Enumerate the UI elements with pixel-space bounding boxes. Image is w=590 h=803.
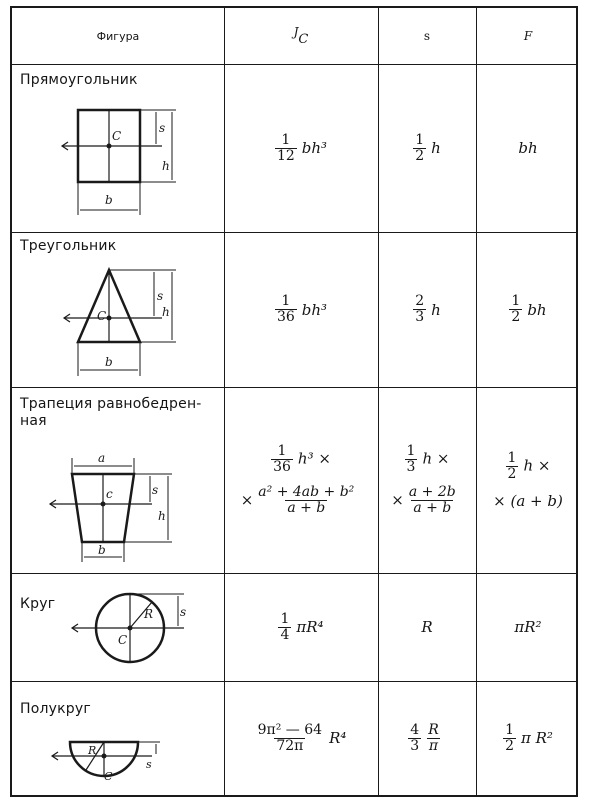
shape-title: Круг — [20, 596, 56, 612]
f-formula: $\frac{1}{2}$ h × × (a + b) — [493, 449, 563, 510]
header-figure: Фигура — [96, 29, 140, 43]
formula-table — [10, 6, 578, 797]
centroid-label: C — [112, 129, 122, 143]
shape-title: Треугольник — [20, 238, 117, 254]
circle-figure — [12, 578, 224, 678]
f-formula: bh — [518, 139, 538, 157]
centroid-label: C — [97, 309, 107, 323]
jc-formula: $\frac{1}{36}$ h³ × × $\frac{\text{a² + 4ab + b²}}{a + b}$ — [240, 443, 355, 516]
shape-title: Полукруг — [20, 701, 91, 717]
s-label: s — [146, 758, 152, 771]
shape-title: Прямоугольник — [20, 72, 138, 88]
rectangle-figure — [12, 100, 224, 230]
f-formula: $\frac{1}{2}$ π R² — [505, 721, 553, 754]
h-label: h — [158, 509, 166, 523]
jc-formula: $\frac{1}{4}$ πR⁴ — [280, 610, 324, 643]
s-formula: R — [421, 618, 433, 636]
r-label: R — [144, 607, 154, 621]
b-label: b — [105, 355, 113, 369]
centroid-label: C — [118, 633, 128, 647]
a-label: a — [98, 451, 106, 465]
jc-formula: $\frac{1}{12}$ bh³ — [276, 131, 328, 164]
jc-formula: $\frac{1}{36}$ bh³ — [276, 293, 328, 325]
triangle-figure — [12, 262, 224, 382]
trapezoid-figure — [12, 440, 224, 570]
s-label: s — [152, 483, 159, 497]
s-label: s — [157, 289, 164, 303]
header-jc: J C — [293, 25, 309, 47]
header-f: F — [523, 29, 533, 43]
jc-formula: $\frac{\text{9π² — 64}}{72\pi}$ R⁴ — [257, 721, 347, 754]
centroid-label: c — [106, 487, 113, 501]
b-label: b — [98, 543, 106, 557]
s-formula: $\frac{2}{3}$ h — [415, 293, 441, 325]
s-label: s — [159, 121, 166, 135]
h-label: h — [162, 305, 170, 319]
r-label: R — [88, 744, 97, 757]
f-formula: $\frac{1}{2}$ bh — [511, 293, 547, 325]
s-formula: $\frac{4}{3}$ $\frac{R}{\pi}$ — [410, 721, 439, 754]
s-formula: $\frac{1}{2}$ h — [415, 131, 441, 164]
header-s: s — [423, 29, 431, 43]
s-formula: $\frac{1}{3}$ h × × $\frac{a + 2b}{a + b}$ — [391, 443, 456, 516]
f-formula: πR² — [514, 618, 542, 636]
h-label: h — [162, 159, 170, 173]
shape-title: Трапеция равнобедрен- ная — [20, 396, 202, 429]
b-label: b — [105, 193, 113, 207]
s-label: s — [180, 605, 187, 619]
semicircle-figure — [12, 720, 224, 795]
centroid-label: C — [104, 770, 113, 783]
